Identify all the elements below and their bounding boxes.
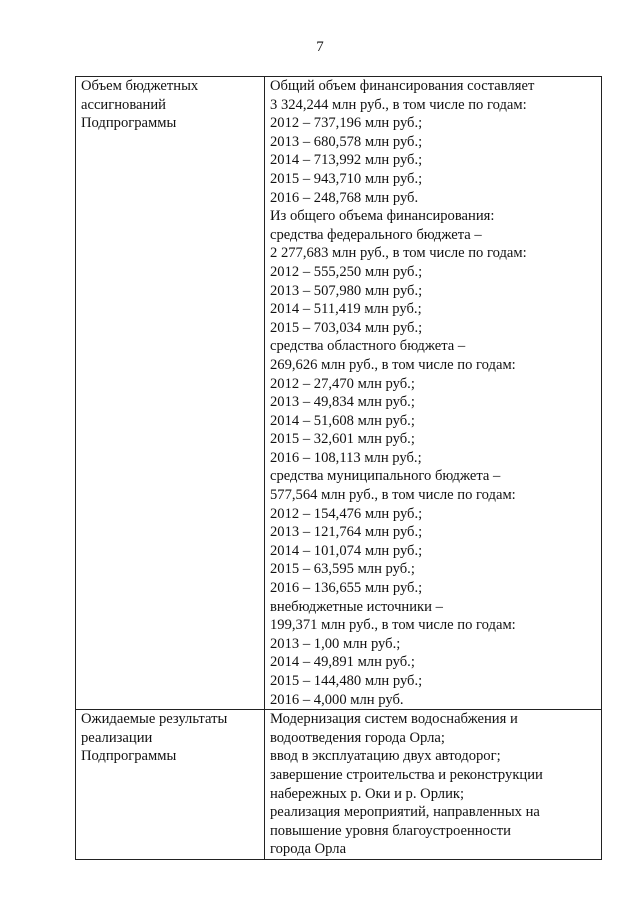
text-line: 2015 – 144,480 млн руб.;	[270, 673, 423, 689]
table-row-expected-results	[76, 710, 602, 860]
text-line: 2016 – 248,768 млн руб.	[270, 189, 419, 206]
text-line: средства муниципального бюджета –	[270, 468, 501, 485]
text-line: 2015 – 32,601 млн руб.;	[270, 431, 415, 448]
row-value-budget-allocations	[265, 77, 602, 710]
label-line: Подпрограммы	[81, 748, 177, 765]
text-line: ввод в эксплуатацию двух автодорог;	[270, 748, 501, 765]
text-line: 2016 – 136,655 млн руб.;	[270, 580, 423, 597]
label-line: Объем бюджетных	[81, 78, 199, 94]
text-line: 2013 – 680,578 млн руб.;	[270, 133, 423, 150]
text-line: повышение уровня благоустроенности	[270, 822, 511, 839]
text-line: Из общего объема финансирования:	[270, 208, 495, 225]
text-line: 2013 – 507,980 млн руб.;	[270, 282, 423, 299]
text-line: 577,564 млн руб., в том числе по годам:	[270, 487, 516, 504]
text-line: средства федерального бюджета –	[270, 226, 482, 243]
text-line: 2014 – 51,608 млн руб.;	[270, 412, 415, 429]
text-line: 2 277,683 млн руб., в том числе по годам:	[270, 245, 527, 262]
row-label-expected-results	[76, 710, 265, 860]
label-line: Ожидаемые результаты	[81, 711, 228, 728]
text-line: 2012 – 154,476 млн руб.;	[270, 505, 423, 522]
text-line: внебюджетные источники –	[270, 598, 443, 615]
text-line: 2014 – 101,074 млн руб.;	[270, 542, 423, 559]
label-line: ассигнований	[81, 96, 166, 113]
text-line: 2014 – 713,992 млн руб.;	[270, 152, 423, 169]
text-line: 2015 – 703,034 млн руб.;	[270, 319, 423, 336]
text-line: 2014 – 49,891 млн руб.;	[270, 654, 415, 671]
text-line: завершение строительства и реконструкции	[270, 766, 543, 783]
table-row-budget-allocations	[76, 77, 602, 710]
text-line: 199,371 млн руб., в том числе по годам:	[270, 617, 516, 634]
label-line: Подпрограммы	[81, 115, 177, 132]
text-line: 2012 – 555,250 млн руб.;	[270, 263, 423, 280]
page-number: 7	[316, 39, 324, 55]
text-line: 2013 – 49,834 млн руб.;	[270, 394, 415, 411]
text-line: Модернизация систем водоснабжения и	[270, 711, 518, 728]
row-value-expected-results	[265, 710, 602, 860]
text-line: Общий объем финансирования составляет	[270, 78, 535, 94]
text-line: водоотведения города Орла;	[270, 729, 445, 746]
text-line: 269,626 млн руб., в том числе по годам:	[270, 356, 516, 373]
text-line: 2013 – 121,764 млн руб.;	[270, 524, 423, 541]
text-line: 2016 – 108,113 млн руб.;	[270, 449, 422, 466]
text-line: города Орла	[270, 841, 347, 858]
text-line: 3 324,244 млн руб., в том числе по годам:	[270, 96, 527, 113]
text-line: 2013 – 1,00 млн руб.;	[270, 635, 401, 652]
text-line: 2014 – 511,419 млн руб.;	[270, 301, 422, 318]
text-line: 2012 – 27,470 млн руб.;	[270, 375, 415, 392]
text-line: 2012 – 737,196 млн руб.;	[270, 115, 423, 132]
label-line: реализации	[81, 729, 153, 746]
subprogram-passport-table	[75, 76, 602, 860]
text-line: набережных р. Оки и р. Орлик;	[270, 785, 465, 802]
row-label-budget-allocations	[76, 77, 265, 710]
text-line: средства областного бюджета –	[270, 338, 466, 355]
text-line: 2015 – 63,595 млн руб.;	[270, 561, 415, 578]
text-line: 2016 – 4,000 млн руб.	[270, 691, 404, 708]
text-line: 2015 – 943,710 млн руб.;	[270, 170, 423, 187]
text-line: реализация мероприятий, направленных на	[270, 804, 540, 821]
